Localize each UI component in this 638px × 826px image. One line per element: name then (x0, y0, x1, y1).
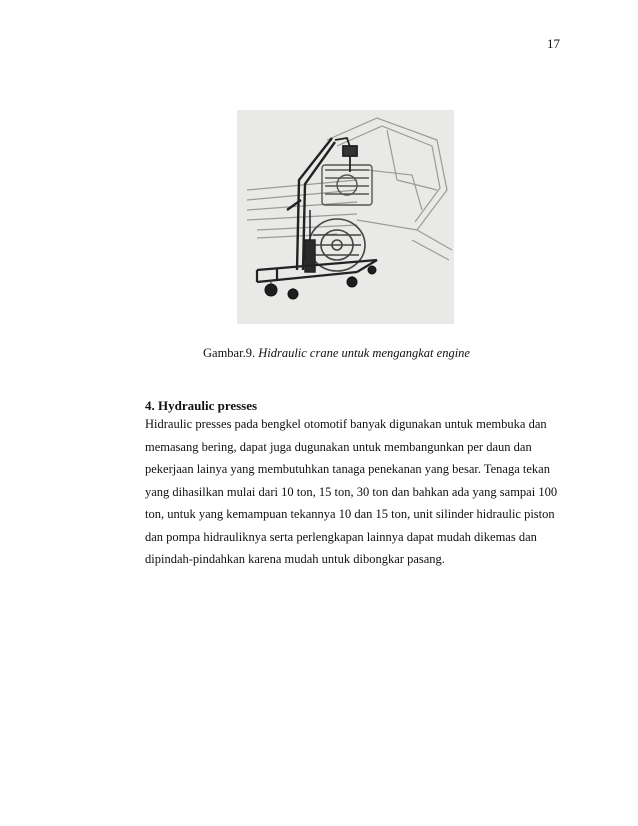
paragraph-line: pekerjaan lainya yang membutuhkan tanaga penekanan yang besar. Tenaga tekan (145, 462, 550, 476)
hydraulic-crane-illustration (237, 110, 454, 324)
caption-prefix: Gambar.9. (203, 346, 259, 360)
figure-caption (203, 346, 503, 361)
paragraph-line: ton, untuk yang kemampuan tekannya 10 dan 15 ton, unit silinder hidraulic piston (145, 507, 555, 521)
caption-italic: Hidraulic crane untuk mengangkat engine (258, 346, 470, 360)
section-heading: 4. Hydraulic presses (145, 398, 258, 413)
paragraph-line: Hidraulic presses pada bengkel otomotif banyak digunakan untuk membuka dan (145, 417, 547, 431)
paragraph-line: memasang bering, dapat juga dugunakan untuk membangunkan per daun dan (145, 439, 532, 454)
paragraph-line: yang dihasilkan mulai dari 10 ton, 15 ton, 30 ton dan bahkan ada yang sampai 100 (145, 484, 558, 499)
paragraph-line: dipindah-pindahkan karena mudah untuk dibongkar pasang. (145, 552, 445, 566)
paragraph-line: dan pompa hidrauliknya serta perlengkapan lainnya dapat mudah dikemas dan (145, 529, 537, 544)
page-number: 17 (547, 36, 560, 51)
body-paragraph (145, 413, 565, 571)
